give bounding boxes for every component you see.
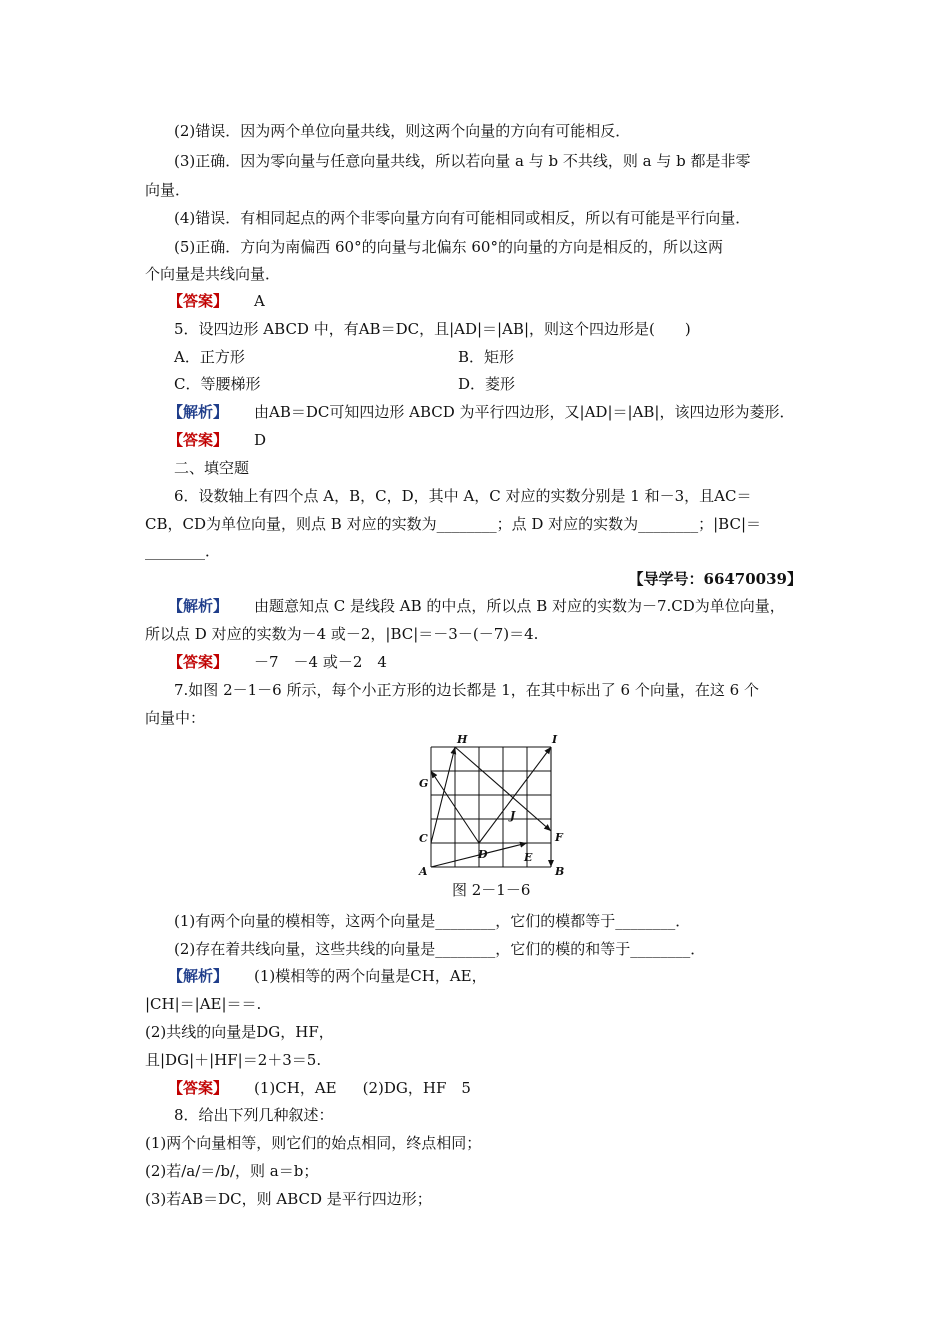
analysis-line (168, 596, 785, 616)
text-line: (3)正确．因为零向量与任意向量共线，所以若向量 a 与 b 不共线，则 a 与 b 都是非零 (174, 152, 751, 170)
option-b: B．矩形 (458, 348, 515, 366)
label-h: H (457, 733, 468, 746)
section-heading: 二、填空题 (174, 459, 250, 477)
vectors (431, 747, 551, 867)
vector-grid-figure (410, 727, 570, 877)
text-line: (5)正确．方向为南偏西 60°的向量与北偏东 60°的向量的方向是相反的，所以这两 (174, 238, 723, 256)
question-6: 6．设数轴上有四个点 A，B，C，D，其中 A，C 对应的实数分别是 1 和－3，且AC＝ (174, 487, 752, 505)
label-f: F (555, 831, 563, 844)
answer-value: －7 －4 或－2 4 (254, 653, 387, 671)
analysis-tag: 【解析】 (168, 967, 229, 985)
analysis-line (168, 402, 794, 422)
answer-value: D (254, 431, 267, 449)
text-line: (2)共线的向量是DG，HF， (145, 1023, 334, 1041)
answer-value: (2)DG，HF 5 (362, 1079, 471, 1097)
question-7: 7.如图 2－1－6 所示，每个小正方形的边长都是 1，在其中标出了 6 个向量，在这 6 个 (174, 681, 759, 699)
option-a: A．正方形 (174, 348, 245, 366)
answer-line (168, 652, 387, 672)
question-8: 8．给出下列几种叙述： (174, 1106, 334, 1124)
answer-value: (1)CH，AE (254, 1079, 337, 1097)
answer-tag: 【答案】 (168, 292, 229, 310)
text-line: 个向量是共线向量． (145, 265, 281, 283)
statement-1: (1)两个向量相等，则它们的始点相同，终点相同； (145, 1134, 482, 1152)
analysis-tag: 【解析】 (168, 597, 229, 615)
label-a: A (419, 865, 428, 877)
analysis-tag: 【解析】 (168, 403, 229, 421)
label-d: D (478, 848, 488, 861)
analysis-text: 由题意知点 C 是线段 AB 的中点，所以点 B 对应的实数为－7.CD为单位向量， (254, 597, 785, 615)
text-line: 向量． (145, 181, 191, 199)
answer-tag: 【答案】 (168, 1079, 229, 1097)
guide-number: 【导学号：66470039】 (628, 570, 802, 588)
label-i: I (552, 733, 558, 746)
statement-2: (2)若/a/＝/b/，则 a＝b； (145, 1162, 319, 1180)
text-line: 且|DG|＋|HF|＝2＋3＝5. (145, 1051, 322, 1069)
statement-3: (3)若AB＝DC，则 ABCD 是平行四边形； (145, 1190, 432, 1208)
label-g: G (419, 777, 429, 790)
text-line: (2)错误．因为两个单位向量共线，则这两个向量的方向有可能相反． (174, 122, 631, 140)
text-line: 所以点 D 对应的实数为－4 或－2，|BC|＝－3－(－7)＝4. (145, 625, 539, 643)
text-line: |CH|＝|AE|＝＝. (145, 995, 262, 1013)
label-b: B (555, 865, 565, 877)
text-line: (4)错误．有相同起点的两个非零向量方向有可能相同或相反，所以有可能是平行向量． (174, 209, 751, 227)
analysis-text: 由AB＝DC可知四边形 ABCD 为平行四边形，又|AD|＝|AB|，该四边形为菱形． (254, 403, 795, 421)
option-c: C．等腰梯形 (174, 375, 261, 393)
question-5: 5．设四边形 ABCD 中，有AB＝DC，且|AD|＝|AB|，则这个四边形是( ) (174, 320, 691, 338)
answer-tag: 【答案】 (168, 653, 229, 671)
text-line: CB，CD为单位向量，则点 B 对应的实数为________；点 D 对应的实数为________；|BC|＝ (145, 515, 762, 533)
label-c: C (419, 832, 428, 845)
analysis-line (168, 966, 487, 986)
text-line: ________． (145, 542, 221, 560)
answer-tag: 【答案】 (168, 431, 229, 449)
answer-line (168, 430, 266, 450)
answer-line (168, 1078, 471, 1098)
answer-line (168, 291, 265, 311)
grid-lines (431, 747, 551, 867)
label-j: J (510, 809, 516, 822)
subquestion-2: (2)存在着共线向量，这些共线的向量是________，它们的模的和等于________． (174, 940, 706, 958)
answer-value: A (254, 292, 265, 310)
figure-caption: 图 2－1－6 (452, 881, 531, 899)
subquestion-1: (1)有两个向量的模相等，这两个向量是________，它们的模都等于________． (174, 912, 691, 930)
label-e: E (524, 851, 533, 864)
analysis-text: (1)模相等的两个向量是CH，AE， (254, 967, 487, 985)
option-d: D．菱形 (458, 375, 516, 393)
text-line: 向量中： (145, 709, 206, 727)
